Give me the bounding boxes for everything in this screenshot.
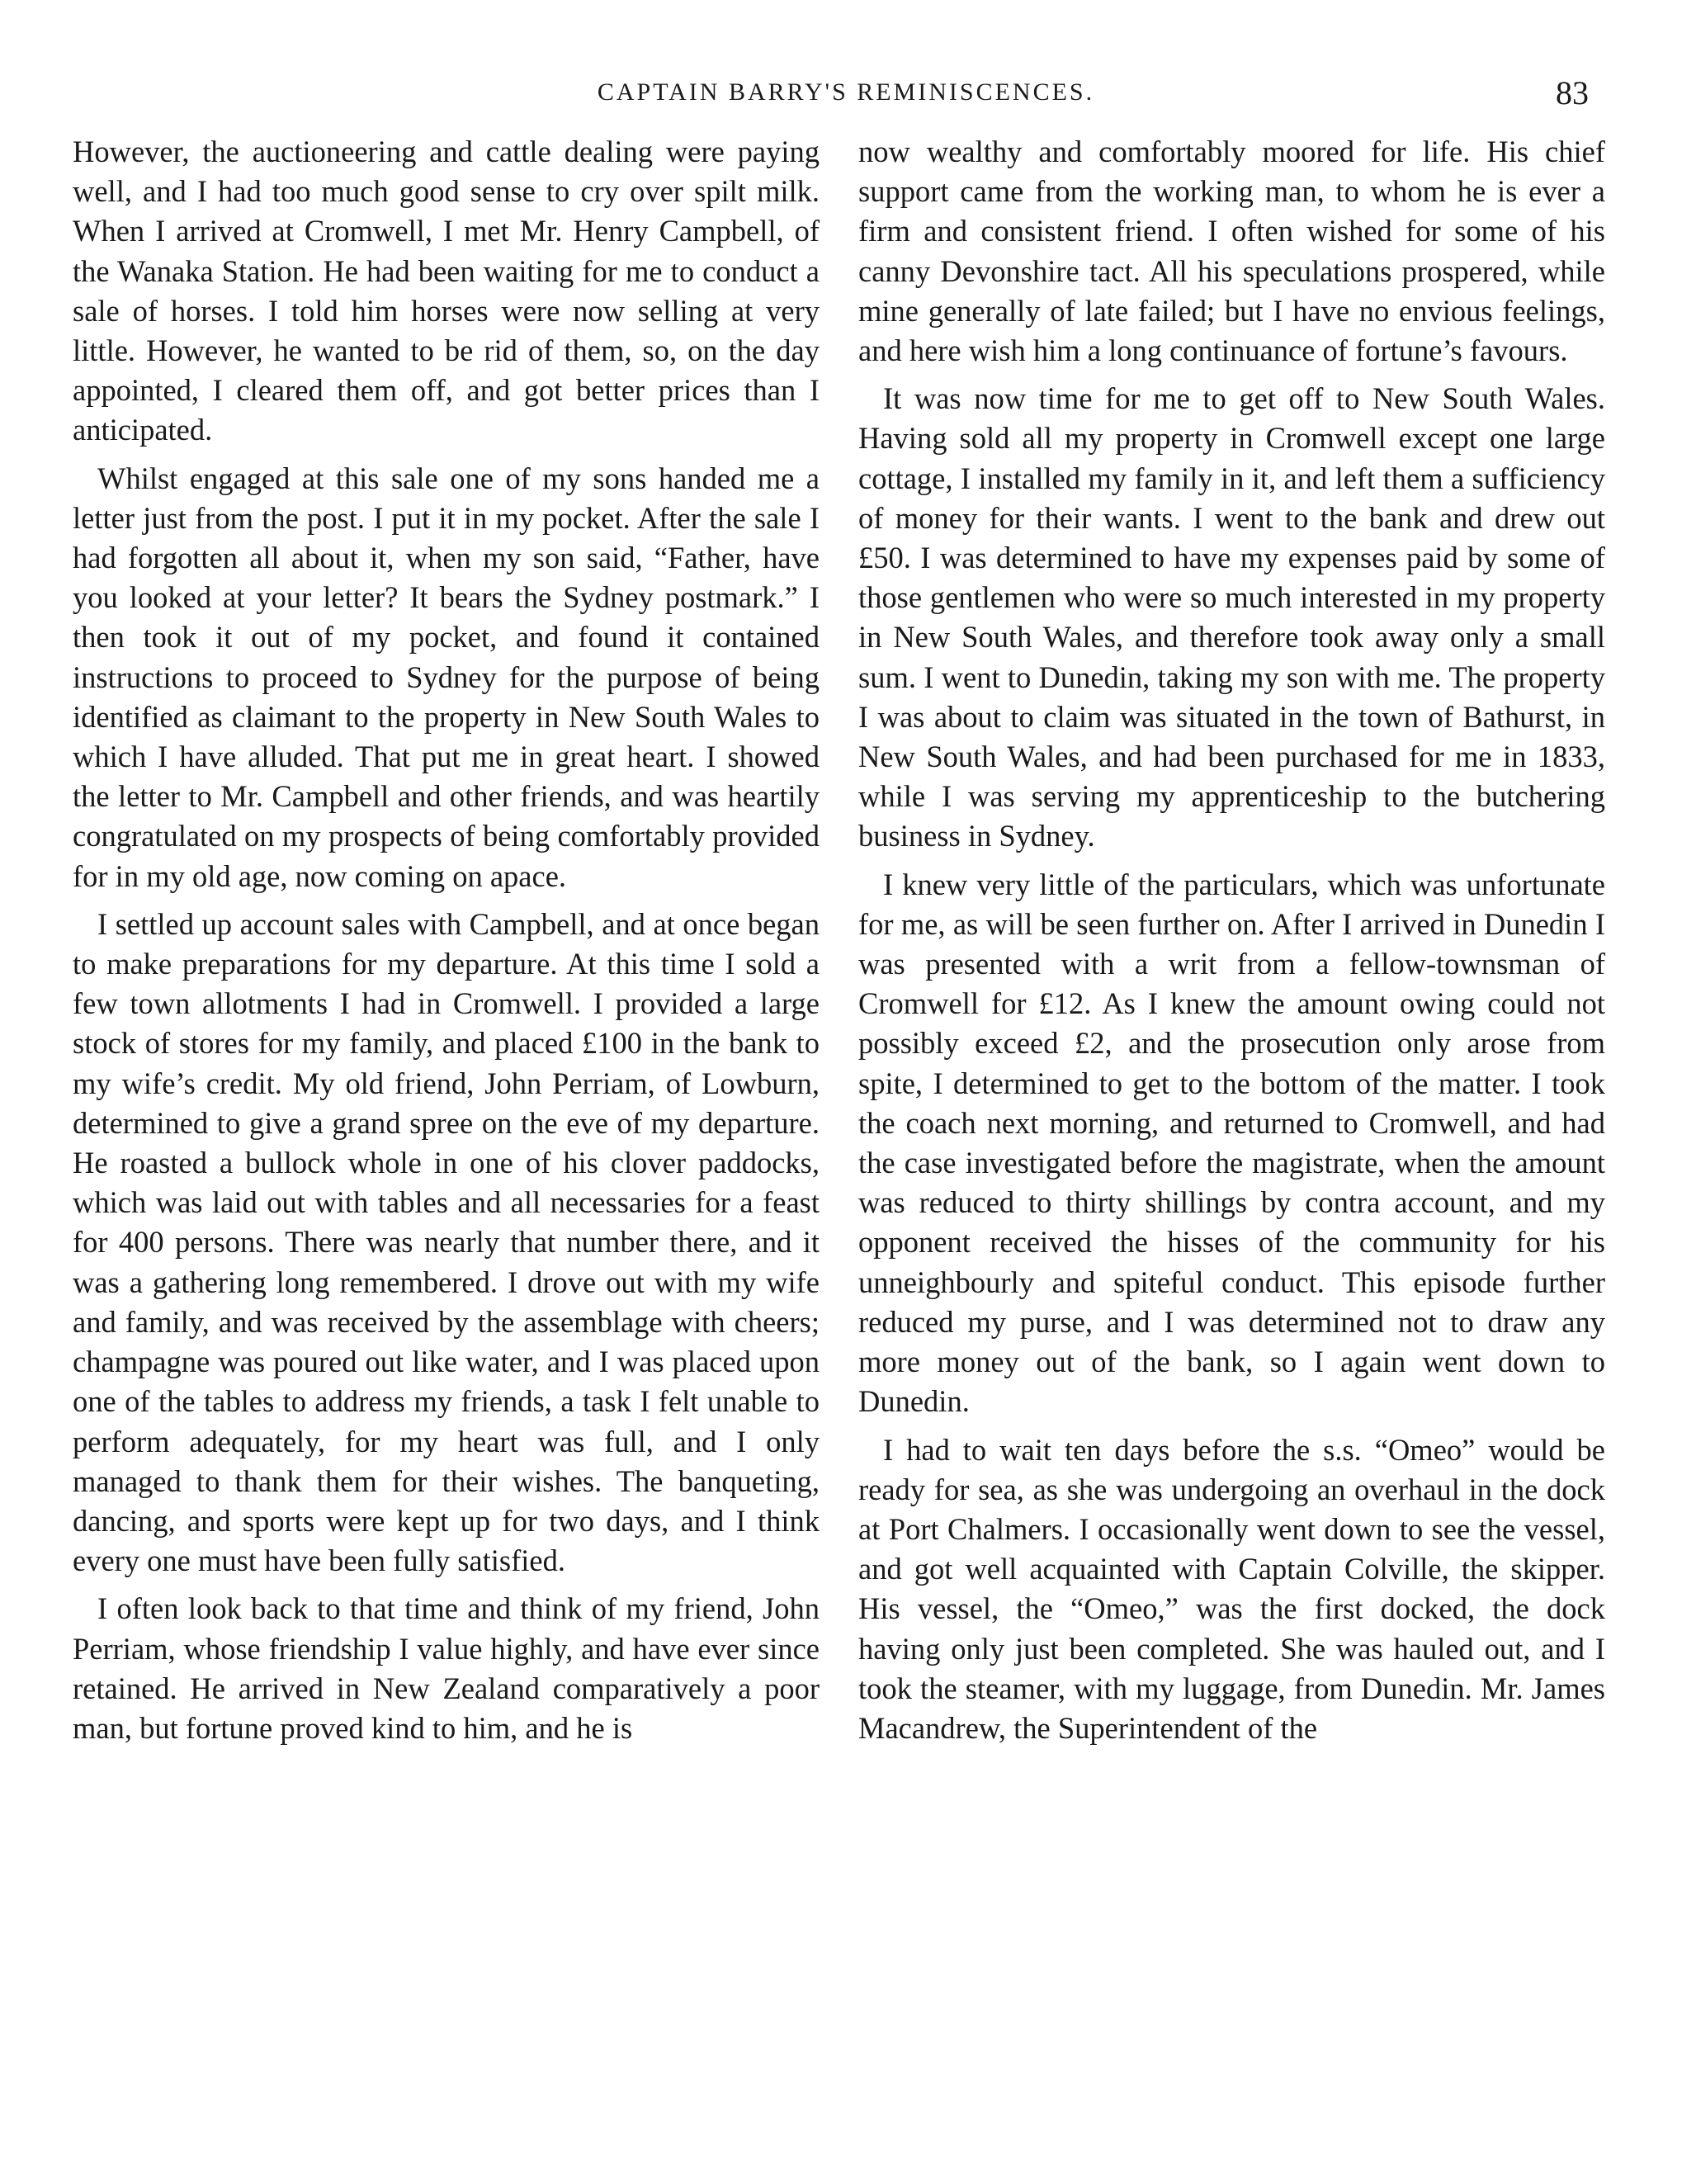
paragraph: It was now time for me to get off to New South Wales. Having sold all my property in Cromwell except one large cottage, I installed my family in it, and left them a sufficiency of money for their wants. I went to the bank and drew out £50. I was determined to have my expenses paid by some of those gentlemen who were so much interested in my property in New South Wales, and therefore took away only a small sum. I went to Dunedin, taking my son with me. The property I was about to claim was situated in the town of Bathurst, in New South Wales, and had been purchased for me in 1833, while I was serving my apprenticeship to the butchering business in Sydney. [858, 381, 1605, 853]
left-column [73, 132, 820, 1756]
right-column [858, 132, 1605, 1756]
paragraph: now wealthy and comfortably moored for life. His chief support came from the working man, to whom he is ever a firm and consistent friend. I often wished for some of his canny Devonshire tact. All his speculations prospered, while mine generally of late failed; but I have no envious feelings, and here wish him a long continuance of fortune’s favours. [858, 135, 1605, 368]
paragraph: However, the auctioneering and cattle dealing were paying well, and I had too much good sense to cry over spilt milk. When I arrived at Cromwell, I met Mr. Henry Campbell, of the Wanaka Station. He had been waiting for me to conduct a sale of horses. I told him horses were now selling at very little. However, he wanted to be rid of them, so, on the day appointed, I cleared them off, and got better prices than I anticipated. [73, 135, 820, 447]
paragraph: I settled up account sales with Campbell, and at once began to make preparations for my departure. At this time I sold a few town allotments I had in Cromwell. I provided a large stock of stores for my family, and placed £100 in the bank to my wife’s credit. My old friend, John Perriam, of Lowburn, determined to give a grand spree on the eve of my departure. He roasted a bullock whole in one of his clover paddocks, which was laid out with tables and all necessaries for a feast for 400 persons. There was nearly that number there, and it was a gathering long remembered. I drove out with my wife and family, and was received by the assemblage with cheers; champagne was poured out like water, and I was placed upon one of the tables to address my friends, a task I felt unable to perform adequately, for my heart was full, and I only managed to thank them for their wishes. The banqueting, dancing, and sports were kept up for two days, and I think every one must have been fully satisfied. [73, 906, 820, 1578]
paragraph: I often look back to that time and think of my friend, John Perriam, whose friendship I value highly, and have ever since retained. He arrived in New Zealand comparatively a poor man, but fortune proved kind to him, and he is [73, 1591, 820, 1745]
page-number: 83 [1556, 74, 1589, 111]
page-header [74, 74, 1618, 128]
paragraph: I knew very little of the particulars, which was unfortunate for me, as will be seen further on. After I arrived in Dunedin I was presented with a writ from a fellow-townsman of Cromwell for £12. As I knew the amount owing could not possibly exceed £2, and the prosecution only arose from spite, I determined to get to the bottom of the matter. I took the coach next morning, and returned to Cromwell, and had the case investigated before the magistrate, when the amount was reduced to thirty shillings by contra account, and my opponent received the hisses of the community for his unneighbourly and spiteful conduct. This episode further reduced my purse, and I was determined not to draw any more money out of the bank, so I again went down to Dunedin. [858, 867, 1605, 1419]
paragraph: I had to wait ten days before the s.s. “Omeo” would be ready for sea, as she was undergoing an overhaul in the dock at Port Chalmers. I occasionally went down to see the vessel, and got well acquainted with Captain Colville, the skipper. His vessel, the “Omeo,” was the first docked, the dock having only just been completed. She was hauled out, and I took the steamer, with my luggage, from Dunedin. Mr. James Macandrew, the Superintendent of the [858, 1432, 1605, 1745]
running-title: CAPTAIN BARRY'S REMINISCENCES. [597, 78, 1095, 106]
paragraph: Whilst engaged at this sale one of my sons handed me a letter just from the post. I put it in my pocket. After the sale I had forgotten all about it, when my son said, “Father, have you looked at your letter? It bears the Sydney postmark.” I then took it out of my pocket, and found it contained instructions to proceed to Sydney for the purpose of being identified as claimant to the property in New South Wales to which I have alluded. That put me in great heart. I showed the letter to Mr. Campbell and other friends, and was heartily congratulated on my prospects of being comfortably provided for in my old age, now coming on apace. [73, 461, 820, 893]
